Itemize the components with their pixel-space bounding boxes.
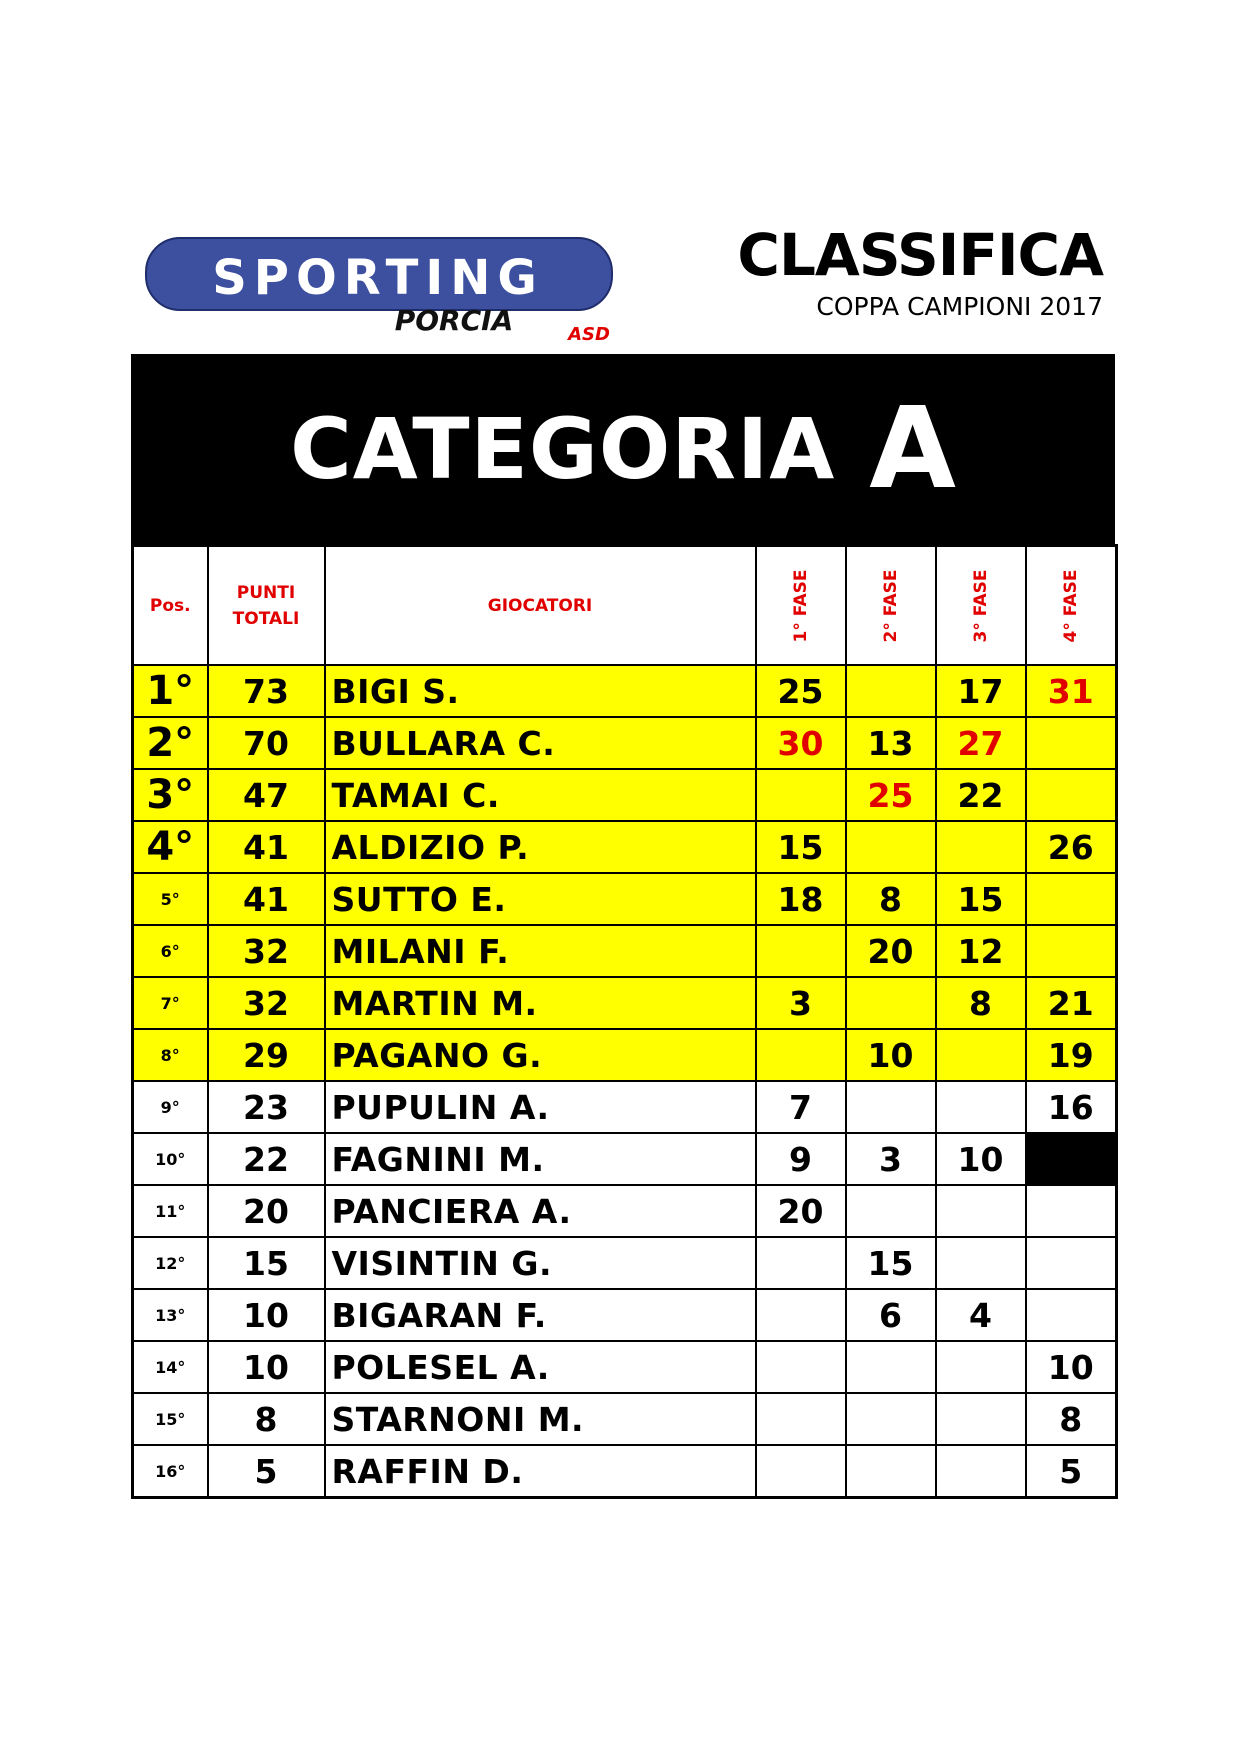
- phase3-label: 3° FASE: [970, 569, 991, 642]
- points-cell: 8: [208, 1393, 325, 1445]
- phase4-cell: [1026, 925, 1117, 977]
- player-name: TAMAI C.: [325, 769, 756, 821]
- phase2-cell: 3: [846, 1133, 936, 1185]
- phase3-cell: 8: [936, 977, 1026, 1029]
- phase4-cell: 8: [1026, 1393, 1117, 1445]
- page-subtitle: COPPA CAMPIONI 2017: [816, 292, 1103, 321]
- phase2-cell: 13: [846, 717, 936, 769]
- pos-cell: 9°: [133, 1081, 208, 1133]
- phase3-cell: 12: [936, 925, 1026, 977]
- table-row: [133, 1029, 1117, 1081]
- phase3-cell: [936, 1341, 1026, 1393]
- table-row: [133, 1341, 1117, 1393]
- table-row: [133, 1081, 1117, 1133]
- category-label: CATEGORIA: [290, 400, 836, 498]
- player-name: BIGI S.: [325, 665, 756, 717]
- points-cell: 15: [208, 1237, 325, 1289]
- col-header-points: [208, 546, 325, 666]
- player-name: BULLARA C.: [325, 717, 756, 769]
- logo-main-text: SPORTING: [212, 250, 544, 306]
- player-name: ALDIZIO P.: [325, 821, 756, 873]
- col-header-players: GIOCATORI: [325, 546, 756, 666]
- phase4-label: 4° FASE: [1060, 569, 1081, 642]
- points-cell: 32: [208, 977, 325, 1029]
- phase1-cell: 7: [756, 1081, 846, 1133]
- points-cell: 41: [208, 873, 325, 925]
- phase1-cell: [756, 1341, 846, 1393]
- phase1-label: 1° FASE: [790, 569, 811, 642]
- player-name: PAGANO G.: [325, 1029, 756, 1081]
- player-name: MARTIN M.: [325, 977, 756, 1029]
- phase3-cell: [936, 1393, 1026, 1445]
- phase2-cell: [846, 1081, 936, 1133]
- phase2-cell: [846, 1393, 936, 1445]
- phase3-cell: 15: [936, 873, 1026, 925]
- phase2-cell: [846, 1445, 936, 1498]
- pos-cell: 14°: [133, 1341, 208, 1393]
- standings-table: [131, 544, 1118, 1499]
- col-header-phase1: [756, 546, 846, 666]
- table-row: [133, 1237, 1117, 1289]
- pos-cell: 2°: [133, 717, 208, 769]
- pos-cell: 3°: [133, 769, 208, 821]
- points-cell: 22: [208, 1133, 325, 1185]
- phase2-cell: [846, 977, 936, 1029]
- col-header-points-line2: TOTALI: [232, 608, 300, 629]
- pos-cell: 1°: [133, 665, 208, 717]
- phase4-cell: 26: [1026, 821, 1117, 873]
- phase4-cell-blacked-out: [1026, 1133, 1117, 1185]
- sporting-porcia-logo: [144, 236, 624, 344]
- phase2-cell: 20: [846, 925, 936, 977]
- pos-cell: 11°: [133, 1185, 208, 1237]
- phase2-cell: 25: [846, 769, 936, 821]
- phase1-cell: [756, 1029, 846, 1081]
- pos-cell: 5°: [133, 873, 208, 925]
- pos-cell: 7°: [133, 977, 208, 1029]
- pos-cell: 15°: [133, 1393, 208, 1445]
- col-header-phase2: [846, 546, 936, 666]
- pos-cell: 10°: [133, 1133, 208, 1185]
- phase2-cell: [846, 1185, 936, 1237]
- phase2-cell: 8: [846, 873, 936, 925]
- phase4-cell: 19: [1026, 1029, 1117, 1081]
- player-name: SUTTO E.: [325, 873, 756, 925]
- phase4-cell: [1026, 1185, 1117, 1237]
- header-row: [133, 546, 1117, 666]
- pos-cell: 4°: [133, 821, 208, 873]
- phase1-cell: 15: [756, 821, 846, 873]
- phase1-cell: 30: [756, 717, 846, 769]
- table-row: [133, 873, 1117, 925]
- phase1-cell: [756, 1237, 846, 1289]
- col-header-phase4: [1026, 546, 1117, 666]
- phase4-cell: [1026, 717, 1117, 769]
- phase3-cell: 27: [936, 717, 1026, 769]
- phase3-cell: 10: [936, 1133, 1026, 1185]
- player-name: FAGNINI M.: [325, 1133, 756, 1185]
- phase1-cell: 18: [756, 873, 846, 925]
- table-row: [133, 1289, 1117, 1341]
- phase4-cell: [1026, 769, 1117, 821]
- phase2-cell: 15: [846, 1237, 936, 1289]
- table-row: [133, 769, 1117, 821]
- table-row: [133, 821, 1117, 873]
- phase1-cell: [756, 925, 846, 977]
- phase3-cell: [936, 1445, 1026, 1498]
- title-block: [737, 222, 1103, 324]
- phase3-cell: [936, 1185, 1026, 1237]
- phase2-label: 2° FASE: [880, 569, 901, 642]
- player-name: PUPULIN A.: [325, 1081, 756, 1133]
- table-row: [133, 1133, 1117, 1185]
- points-cell: 20: [208, 1185, 325, 1237]
- logo-tag-text: ASD: [568, 324, 610, 344]
- phase4-cell: [1026, 873, 1117, 925]
- player-name: BIGARAN F.: [325, 1289, 756, 1341]
- phase4-cell: [1026, 1237, 1117, 1289]
- points-cell: 32: [208, 925, 325, 977]
- table-row: [133, 717, 1117, 769]
- phase4-cell: 31: [1026, 665, 1117, 717]
- pos-cell: 13°: [133, 1289, 208, 1341]
- table-row: [133, 977, 1117, 1029]
- pos-cell: 6°: [133, 925, 208, 977]
- player-name: VISINTIN G.: [325, 1237, 756, 1289]
- phase1-cell: 20: [756, 1185, 846, 1237]
- points-cell: 73: [208, 665, 325, 717]
- player-name: PANCIERA A.: [325, 1185, 756, 1237]
- phase1-cell: [756, 769, 846, 821]
- pos-cell: 8°: [133, 1029, 208, 1081]
- phase1-cell: 9: [756, 1133, 846, 1185]
- phase1-cell: [756, 1445, 846, 1498]
- phase1-cell: 25: [756, 665, 846, 717]
- phase4-cell: 21: [1026, 977, 1117, 1029]
- phase3-cell: 4: [936, 1289, 1026, 1341]
- table-row: [133, 1393, 1117, 1445]
- col-header-phase3: [936, 546, 1026, 666]
- points-cell: 23: [208, 1081, 325, 1133]
- phase3-cell: [936, 1237, 1026, 1289]
- col-header-pos: Pos.: [133, 546, 208, 666]
- phase2-cell: 10: [846, 1029, 936, 1081]
- points-cell: 10: [208, 1289, 325, 1341]
- player-name: MILANI F.: [325, 925, 756, 977]
- pos-cell: 12°: [133, 1237, 208, 1289]
- phase1-cell: [756, 1393, 846, 1445]
- phase3-cell: 17: [936, 665, 1026, 717]
- table-row: [133, 1445, 1117, 1498]
- phase3-cell: [936, 1029, 1026, 1081]
- page-title: CLASSIFICA: [737, 221, 1103, 289]
- phase3-cell: [936, 821, 1026, 873]
- table-row: [133, 925, 1117, 977]
- player-name: POLESEL A.: [325, 1341, 756, 1393]
- phase4-cell: 10: [1026, 1341, 1117, 1393]
- player-name: RAFFIN D.: [325, 1445, 756, 1498]
- phase2-cell: 6: [846, 1289, 936, 1341]
- points-cell: 41: [208, 821, 325, 873]
- phase3-cell: [936, 1081, 1026, 1133]
- phase2-cell: [846, 1341, 936, 1393]
- table-row: [133, 1185, 1117, 1237]
- points-cell: 29: [208, 1029, 325, 1081]
- phase4-cell: 16: [1026, 1081, 1117, 1133]
- points-cell: 47: [208, 769, 325, 821]
- phase1-cell: [756, 1289, 846, 1341]
- phase4-cell: [1026, 1289, 1117, 1341]
- phase4-cell: 5: [1026, 1445, 1117, 1498]
- points-cell: 70: [208, 717, 325, 769]
- table-row: [133, 665, 1117, 717]
- pos-cell: 16°: [133, 1445, 208, 1498]
- points-cell: 5: [208, 1445, 325, 1498]
- phase3-cell: 22: [936, 769, 1026, 821]
- logo-sub-text: PORCIA: [394, 304, 514, 337]
- phase2-cell: [846, 821, 936, 873]
- player-name: STARNONI M.: [325, 1393, 756, 1445]
- phase1-cell: 3: [756, 977, 846, 1029]
- col-header-points-line1: PUNTI: [236, 582, 296, 603]
- points-cell: 10: [208, 1341, 325, 1393]
- category-letter: A: [869, 384, 956, 514]
- phase2-cell: [846, 665, 936, 717]
- category-banner: [131, 354, 1115, 544]
